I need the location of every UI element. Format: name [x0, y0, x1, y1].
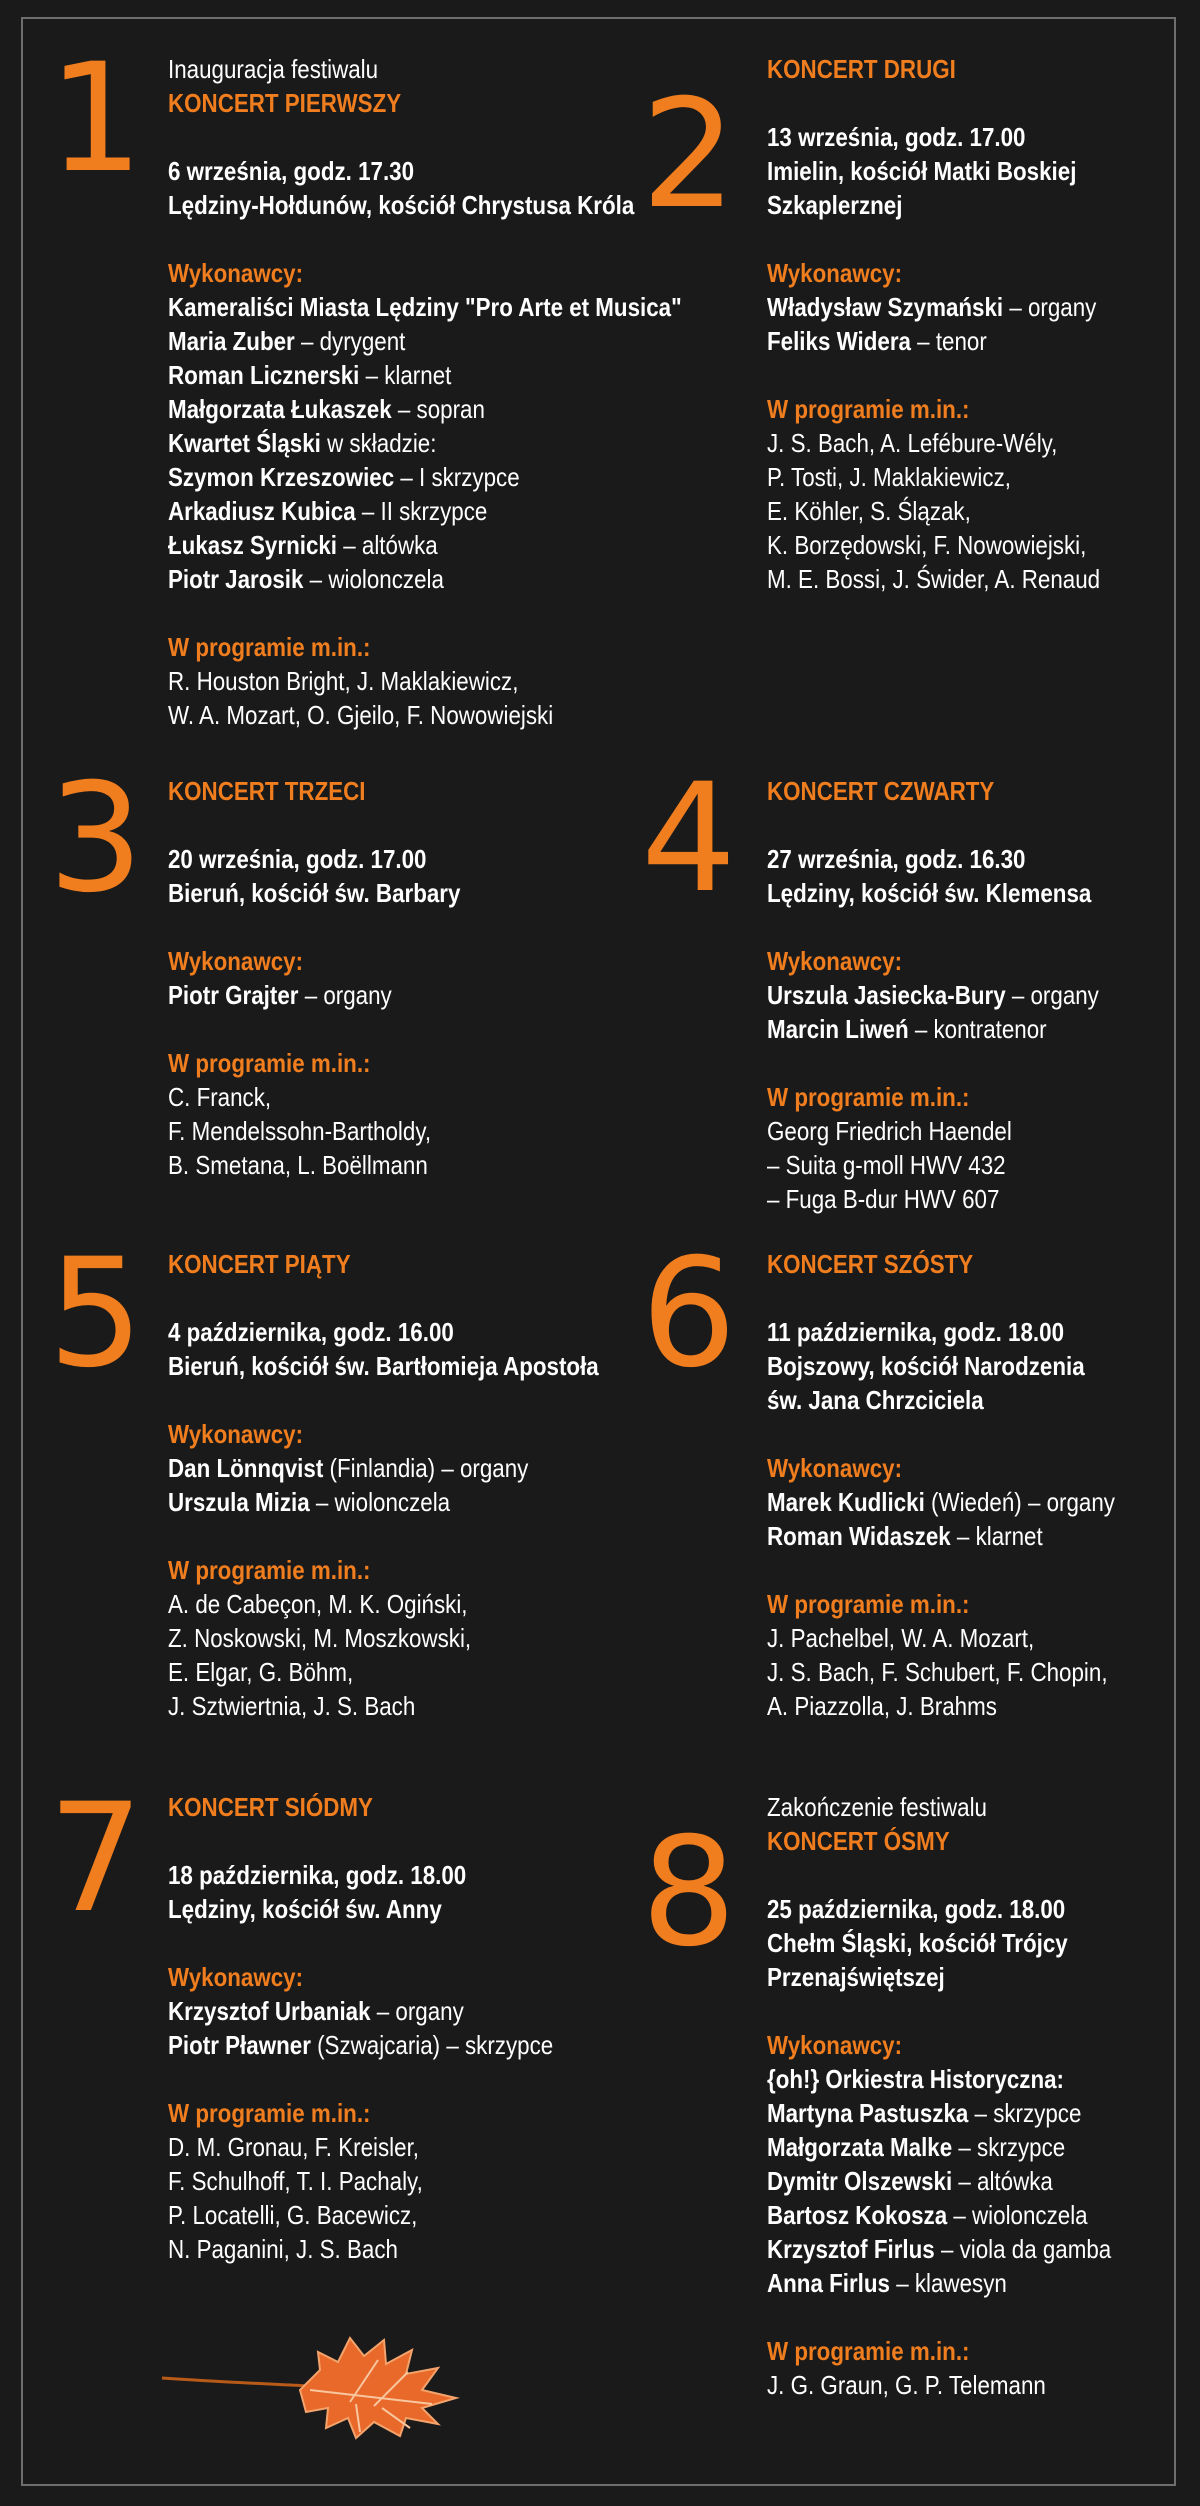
program-item: [168, 1148, 728, 1182]
concert-venue: [767, 1349, 1200, 1383]
performer: [767, 2164, 1200, 2198]
concert-title-text: KONCERT CZWARTY: [767, 776, 995, 806]
performer-text: [767, 2198, 1088, 2232]
performer-text: [767, 2062, 1064, 2096]
performer-name: Maria Zuber: [168, 326, 295, 356]
performer-name: Roman Licznerski: [168, 360, 360, 390]
concert-details: [767, 1790, 1200, 2402]
program-item-text: – Suita g-moll HWV 432: [767, 1150, 1006, 1180]
program-item-text: W. A. Mozart, O. Gjeilo, F. Nowowiejski: [168, 700, 554, 730]
performer-text: [767, 1012, 1047, 1046]
performers-label: [767, 1451, 1200, 1485]
concert-venue-text: Bieruń, kościół św. Bartłomieja Apostoła: [168, 1351, 599, 1381]
performer-text: [168, 358, 451, 392]
performer-role: – sopran: [391, 394, 485, 424]
performer-name: Arkadiusz Kubica: [168, 496, 356, 526]
concert-venue-text: Chełm Śląski, kościół Trójcy: [767, 1928, 1068, 1958]
program-label: [168, 1553, 728, 1587]
program-label-text: W programie m.in.:: [168, 1555, 371, 1585]
performer: [767, 2198, 1200, 2232]
performer-text: [767, 978, 1099, 1012]
spacer: [767, 808, 1200, 842]
performer: [168, 528, 728, 562]
performer-role: – skrzypce: [968, 2098, 1082, 2128]
performer-role: – I skrzypce: [394, 462, 520, 492]
autumn-leaf-image: [160, 2320, 480, 2440]
spacer: [767, 86, 1200, 120]
program-item: [767, 494, 1200, 528]
performer-name: Bartosz Kokosza: [767, 2200, 948, 2230]
performers-label: [767, 944, 1200, 978]
concert-details: [767, 774, 1200, 1216]
program-label-text: W programie m.in.:: [767, 1082, 970, 1112]
concert-date-text: 25 października, godz. 18.00: [767, 1894, 1066, 1924]
performer-role: – tenor: [910, 326, 987, 356]
performer-text: [168, 978, 392, 1012]
performers-label-text: Wykonawcy:: [767, 258, 903, 288]
performer-role: – altówka: [337, 530, 438, 560]
performer-name: Łukasz Syrnicki: [168, 530, 338, 560]
performer-text: [168, 528, 438, 562]
performer-name: Małgorzata Malke: [767, 2132, 953, 2162]
program-item: [767, 562, 1200, 596]
performers-label: [168, 256, 728, 290]
performer-name: Roman Widaszek: [767, 1521, 951, 1551]
program-item-text: – Fuga B-dur HWV 607: [767, 1184, 1000, 1214]
performer-name: Urszula Jasiecka-Bury: [767, 980, 1006, 1010]
program-item-text: Z. Noskowski, M. Moszkowski,: [168, 1623, 472, 1653]
performer: [168, 494, 728, 528]
spacer: [767, 358, 1200, 392]
performer: [168, 562, 728, 596]
performers-label: [168, 944, 728, 978]
performer-text: [168, 2028, 553, 2062]
performer: [767, 2232, 1200, 2266]
performer-name: Władysław Szymański: [767, 292, 1004, 322]
program-item-text: J. Sztwiertnia, J. S. Bach: [168, 1691, 416, 1721]
concert-number: 1: [48, 32, 140, 206]
program-item-text: K. Borzędowski, F. Nowowiejski,: [767, 530, 1087, 560]
program-item-text: Georg Friedrich Haendel: [767, 1116, 1012, 1146]
program-item: [168, 1587, 728, 1621]
performer-role: – wiolonczela: [947, 2200, 1088, 2230]
concert-venue: [767, 1960, 1200, 1994]
performer-text: [767, 2164, 1053, 2198]
performer: [767, 324, 1200, 358]
concert-venue-text: Przenajświętszej: [767, 1962, 945, 1992]
performers-label-text: Wykonawcy:: [168, 258, 304, 288]
concert-title-text: KONCERT DRUGI: [767, 54, 956, 84]
performer-role: – organy: [1003, 292, 1097, 322]
performers-label: [767, 256, 1200, 290]
program-label-text: W programie m.in.:: [168, 1048, 371, 1078]
program-label-text: W programie m.in.:: [168, 632, 371, 662]
performer-text: [168, 426, 436, 460]
performer: [168, 392, 728, 426]
concert-title-text: KONCERT SIÓDMY: [168, 1792, 373, 1822]
performers-label-text: Wykonawcy:: [168, 1962, 304, 1992]
program-item: [168, 1689, 728, 1723]
concert-details: [767, 1247, 1200, 1723]
performer-name: Krzysztof Urbaniak: [168, 1996, 371, 2026]
performer: [767, 1012, 1200, 1046]
performer-name: Dan Lönnqvist: [168, 1453, 324, 1483]
program-item: [767, 1655, 1200, 1689]
program-label: [767, 1080, 1200, 1114]
spacer: [767, 222, 1200, 256]
performer-text: [168, 494, 487, 528]
concert-date: [767, 1892, 1200, 1926]
performer: [767, 1485, 1200, 1519]
performer-text: [168, 290, 682, 324]
performer-name: Kameraliści Miasta Lędziny "Pro Arte et Musica": [168, 292, 682, 322]
program-item: [767, 1182, 1200, 1216]
performer-role: – klawesyn: [889, 2268, 1007, 2298]
concert-title: [767, 52, 1200, 86]
concert-title: [767, 1824, 1200, 1858]
concert-date: [767, 1315, 1200, 1349]
spacer: [767, 1281, 1200, 1315]
performer-text: [767, 290, 1096, 324]
performer-role: – wiolonczela: [309, 1487, 451, 1517]
concert-title-text: KONCERT SZÓSTY: [767, 1249, 974, 1279]
program-item: [767, 1621, 1200, 1655]
spacer: [168, 1012, 728, 1046]
spacer: [767, 910, 1200, 944]
program-label: [168, 2096, 728, 2130]
concert-subtitle-text: Zakończenie festiwalu: [767, 1792, 987, 1822]
concert-venue: [767, 876, 1200, 910]
program-item: [767, 1148, 1200, 1182]
performer: [168, 426, 728, 460]
program-item: [767, 1114, 1200, 1148]
concert-date-text: 11 października, godz. 18.00: [767, 1317, 1065, 1347]
concert-venue-text: św. Jana Chrzciciela: [767, 1385, 984, 1415]
concert-title: [767, 774, 1200, 808]
performer-text: [168, 1451, 528, 1485]
concert-venue-text: Lędziny-Hołdunów, kościół Chrystusa Króla: [168, 190, 635, 220]
concert-number: 7: [48, 1772, 140, 1946]
performer-name: Marcin Liweń: [767, 1014, 909, 1044]
performer: [767, 2130, 1200, 2164]
performer-text: [168, 1994, 464, 2028]
spacer: [767, 1046, 1200, 1080]
program-item: [168, 1114, 728, 1148]
performer: [168, 324, 728, 358]
performer: [767, 2266, 1200, 2300]
concert-date-text: 13 września, godz. 17.00: [767, 122, 1026, 152]
concert-venue: [767, 154, 1200, 188]
program-item-text: R. Houston Bright, J. Maklakiewicz,: [168, 666, 519, 696]
program-label: [767, 392, 1200, 426]
performer-role: – II skrzypce: [355, 496, 488, 526]
program-item-text: F. Mendelssohn-Bartholdy,: [168, 1116, 432, 1146]
program-item-text: B. Smetana, L. Boëllmann: [168, 1150, 428, 1180]
program-item: [168, 664, 728, 698]
performer: [168, 978, 728, 1012]
performer-text: [767, 2130, 1065, 2164]
performer: [168, 1994, 728, 2028]
performer-name: Urszula Mizia: [168, 1487, 310, 1517]
program-item: [168, 2130, 728, 2164]
performer-role: (Wiedeń) – organy: [924, 1487, 1115, 1517]
concert-date-text: 4 października, godz. 16.00: [168, 1317, 454, 1347]
performer-role: – skrzypce: [952, 2132, 1066, 2162]
spacer: [767, 1553, 1200, 1587]
performer-text: [767, 1519, 1043, 1553]
performer-name: Małgorzata Łukaszek: [168, 394, 392, 424]
program-label: [168, 630, 728, 664]
performer-name: {oh!} Orkiestra Historyczna:: [767, 2064, 1064, 2094]
performer-text: [767, 1485, 1115, 1519]
performer-role: (Szwajcaria) – skrzypce: [310, 2030, 554, 2060]
performer-name: Martyna Pastuszka: [767, 2098, 969, 2128]
performers-label-text: Wykonawcy:: [767, 1453, 903, 1483]
program-item-text: A. de Cabeçon, M. K. Ogiński,: [168, 1589, 468, 1619]
performer-text: [767, 2266, 1007, 2300]
performer-name: Dymitr Olszewski: [767, 2166, 953, 2196]
concert-venue: [767, 1383, 1200, 1417]
performer: [168, 2028, 728, 2062]
concert-number: 4: [641, 752, 733, 926]
program-item-text: J. S. Bach, A. Lefébure-Wély,: [767, 428, 1058, 458]
concert-date-text: 27 września, godz. 16.30: [767, 844, 1026, 874]
performer-role: – wiolonczela: [303, 564, 444, 594]
performer-text: [168, 1485, 450, 1519]
performer: [168, 358, 728, 392]
concert-venue-text: Lędziny, kościół św. Anny: [168, 1894, 442, 1924]
concert-number: 3: [48, 752, 140, 926]
performer-name: Piotr Jarosik: [168, 564, 304, 594]
performer-text: [168, 562, 444, 596]
performer-name: Krzysztof Firlus: [767, 2234, 935, 2264]
program-item-text: N. Paganini, J. S. Bach: [168, 2234, 398, 2264]
performer-name: Marek Kudlicki: [767, 1487, 925, 1517]
concert-title-text: KONCERT PIĄTY: [168, 1249, 351, 1279]
performer-role: – klarnet: [359, 360, 452, 390]
concert-venue: [767, 188, 1200, 222]
performers-label-text: Wykonawcy:: [767, 946, 903, 976]
program-label: [767, 2334, 1200, 2368]
concert-number: 6: [641, 1227, 733, 1401]
spacer: [767, 1417, 1200, 1451]
performers-label: [168, 1417, 728, 1451]
concert-number: 8: [641, 1806, 733, 1980]
spacer: [767, 2300, 1200, 2334]
concert-venue-text: Bojszowy, kościół Narodzenia: [767, 1351, 1085, 1381]
program-item-text: P. Locatelli, G. Bacewicz,: [168, 2200, 418, 2230]
concert-title-text: KONCERT PIERWSZY: [168, 88, 402, 118]
spacer: [168, 1519, 728, 1553]
performer-role: – klarnet: [950, 1521, 1043, 1551]
concert-title-text: KONCERT TRZECI: [168, 776, 366, 806]
concert-details: [767, 52, 1200, 596]
performer: [168, 460, 728, 494]
program-item: [767, 1689, 1200, 1723]
concert-date: [767, 120, 1200, 154]
program-item: [168, 2164, 728, 2198]
program-item: [168, 1080, 728, 1114]
performer-name: Kwartet Śląski: [168, 428, 321, 458]
performer: [168, 1451, 728, 1485]
performers-label: [767, 2028, 1200, 2062]
concert-date-text: 18 października, godz. 18.00: [168, 1860, 467, 1890]
concert-venue-text: Szkaplerznej: [767, 190, 903, 220]
performer: [767, 2062, 1200, 2096]
program-item: [767, 426, 1200, 460]
concert-title: [767, 1247, 1200, 1281]
performers-label-text: Wykonawcy:: [168, 1419, 304, 1449]
performer: [767, 978, 1200, 1012]
program-label-text: W programie m.in.:: [168, 2098, 371, 2128]
performers-label-text: Wykonawcy:: [168, 946, 304, 976]
program-item-text: M. E. Bossi, J. Świder, A. Renaud: [767, 564, 1101, 594]
program-item: [767, 2368, 1200, 2402]
program-item-text: F. Schulhoff, T. I. Pachaly,: [168, 2166, 423, 2196]
program-item-text: C. Franck,: [168, 1082, 272, 1112]
performer: [767, 290, 1200, 324]
performer: [168, 290, 728, 324]
program-item-text: J. G. Graun, G. P. Telemann: [767, 2370, 1046, 2400]
concert-date: [767, 842, 1200, 876]
program-item-text: J. Pachelbel, W. A. Mozart,: [767, 1623, 1035, 1653]
performer-text: [168, 460, 520, 494]
concert-venue: [767, 1926, 1200, 1960]
performer-role: – dyrygent: [294, 326, 406, 356]
program-item-text: A. Piazzolla, J. Brahms: [767, 1691, 997, 1721]
program-label: [168, 1046, 728, 1080]
performer-role: – organy: [370, 1996, 464, 2026]
performer-text: [168, 392, 485, 426]
concert-venue-text: Imielin, kościół Matki Boskiej: [767, 156, 1077, 186]
program-item: [168, 1621, 728, 1655]
concert-subtitle-text: Inauguracja festiwalu: [168, 54, 379, 84]
concert-number: 2: [641, 68, 733, 242]
concert-title-text: KONCERT ÓSMY: [767, 1826, 950, 1856]
concert-date-text: 20 września, godz. 17.00: [168, 844, 427, 874]
program-item-text: P. Tosti, J. Maklakiewicz,: [767, 462, 1011, 492]
concert-subtitle: [767, 1790, 1200, 1824]
performer-role: – kontratenor: [908, 1014, 1047, 1044]
performer-name: Szymon Krzeszowiec: [168, 462, 395, 492]
program-item: [168, 698, 728, 732]
spacer: [168, 2062, 728, 2096]
spacer: [767, 1858, 1200, 1892]
program-item: [767, 528, 1200, 562]
performer-text: [767, 2232, 1111, 2266]
concert-venue-text: Lędziny, kościół św. Klemensa: [767, 878, 1092, 908]
spacer: [168, 596, 728, 630]
performer-name: Piotr Grajter: [168, 980, 299, 1010]
program-item-text: E. Köhler, S. Ślązak,: [767, 496, 971, 526]
performer-role: – organy: [1005, 980, 1099, 1010]
concert-venue-text: Bieruń, kościół św. Barbary: [168, 878, 461, 908]
program-label-text: W programie m.in.:: [767, 394, 970, 424]
program-label: [767, 1587, 1200, 1621]
performer: [767, 1519, 1200, 1553]
performer-role: – altówka: [952, 2166, 1053, 2196]
program-item: [168, 2198, 728, 2232]
program-item: [767, 460, 1200, 494]
program-item: [168, 2232, 728, 2266]
program-item-text: J. S. Bach, F. Schubert, F. Chopin,: [767, 1657, 1108, 1687]
performer: [767, 2096, 1200, 2130]
performer-text: [767, 2096, 1081, 2130]
performer-name: Piotr Pławner: [168, 2030, 311, 2060]
program-label-text: W programie m.in.:: [767, 2336, 970, 2366]
program-label-text: W programie m.in.:: [767, 1589, 970, 1619]
performer-role: – organy: [298, 980, 392, 1010]
concert-date-text: 6 września, godz. 17.30: [168, 156, 415, 186]
performer-name: Feliks Widera: [767, 326, 911, 356]
performer-role: (Finlandia) – organy: [323, 1453, 529, 1483]
performer-role: w składzie:: [320, 428, 437, 458]
performer: [168, 1485, 728, 1519]
performers-label-text: Wykonawcy:: [767, 2030, 903, 2060]
concert-number: 5: [48, 1227, 140, 1401]
program-item: [168, 1655, 728, 1689]
performer-text: [767, 324, 987, 358]
program-item-text: E. Elgar, G. Böhm,: [168, 1657, 354, 1687]
performer-name: Anna Firlus: [767, 2268, 890, 2298]
spacer: [767, 1994, 1200, 2028]
performer-role: – viola da gamba: [934, 2234, 1112, 2264]
program-item-text: D. M. Gronau, F. Kreisler,: [168, 2132, 420, 2162]
performer-text: [168, 324, 405, 358]
